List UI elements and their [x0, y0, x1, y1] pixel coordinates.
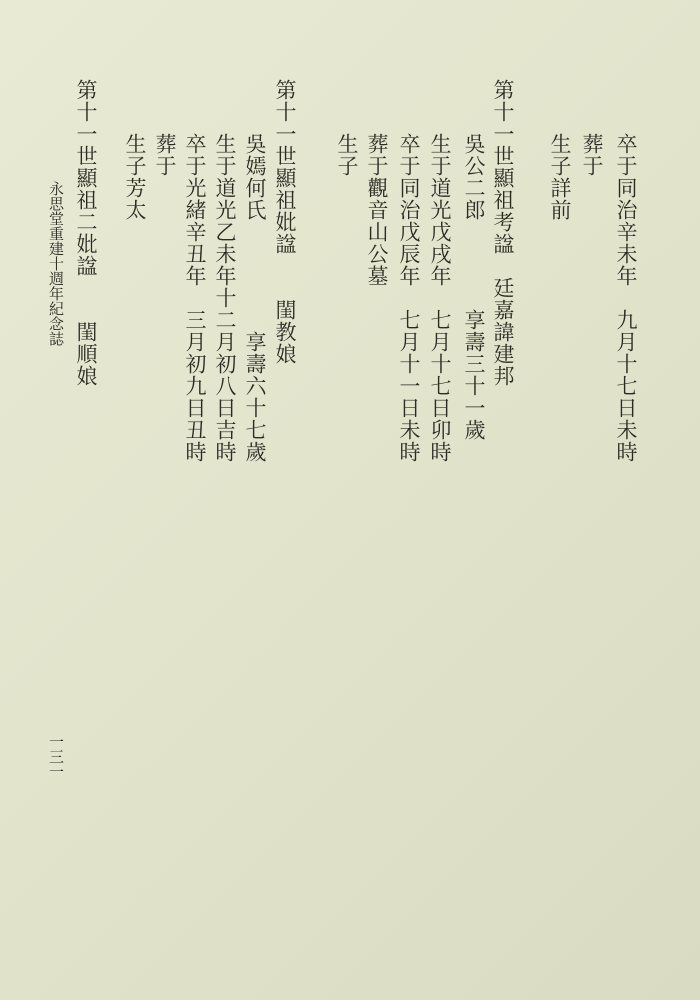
text-column: 吳公二郎 享壽三十一歲 [462, 133, 486, 441]
text-column: 生于道光戊戌年 七月十七日卯時 [428, 133, 452, 463]
text-column: 生子芳太 [123, 133, 147, 221]
text-column: 第十一世顯祖妣諡 閨教娘 [273, 79, 297, 365]
text-column: 吳嫣何氏 享壽六十七歲 [243, 133, 267, 463]
text-column: 卒于同治戊辰年 七月十一日未時 [397, 133, 421, 463]
text-column: 生于道光乙未年十二月初八日吉時 [213, 133, 237, 463]
text-column: 葬于 [580, 133, 604, 177]
page-number: 一三一 [47, 734, 65, 779]
text-column: 葬于觀音山公墓 [365, 133, 389, 287]
text-column: 第十一世顯祖考諡 廷嘉諱建邦 [491, 79, 515, 387]
text-column: 生子詳前 [548, 133, 572, 221]
text-column: 卒于光緒辛丑年 三月初九日丑時 [183, 133, 207, 463]
text-column: 第十一世顯祖二妣諡 閨順娘 [74, 79, 98, 387]
text-column: 卒于同治辛未年 九月十七日未時 [614, 133, 638, 463]
text-column: 生子 [335, 133, 359, 177]
book-title: 永思堂重建十週年紀念誌 [47, 181, 65, 346]
text-column: 葬于 [153, 133, 177, 177]
